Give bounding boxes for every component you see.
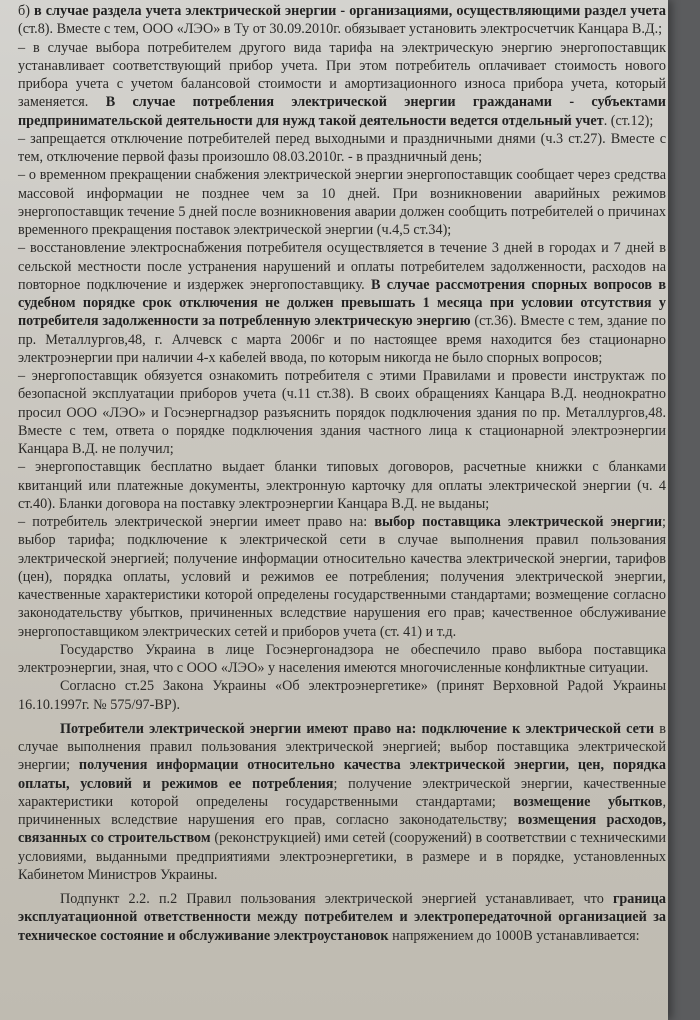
text-run: (ст.36). Вместе с тем, здание по пр. Металлургов,48, г. Алчевск с марта 2006г и по настоящее время находится без стационарно электроэнергии при наличии 4-х кабелей ввода, по которым никогда не было спорных вопросов;: [18, 313, 666, 366]
text-run: – запрещается отключение потребителей перед выходными и праздничными днями (ч.3 ст.27). Вместе с тем, отключение первой фазы произошло 08.03.2010г. - в праздничный день;: [18, 130, 666, 165]
text-run: – восстановление электроснабжения потребителя осуществляется в течение 3 дней в городах и 7 дней в сельской местности после устранения нарушений и оплаты потребителем задолженности, расходов на повторное подключение и издержек энергопоставщику.: [18, 240, 666, 293]
bold-text-run: возмещения расходов, связанных со строительством: [18, 812, 666, 847]
text-run: – в случае выбора потребителем другого вида тарифа на электрическую энергию энергопоставщик устанавливает соответствующий прибор учета. При этом потребитель оплачивает стоимость нового прибора учета с учетом балансовой стоимости и амортизационного износа прибора учета, который заменяется.: [18, 39, 666, 111]
bold-text-run: возмещение убытков: [513, 793, 663, 810]
text-run: – о временном прекращении снабжения электрической энергии энергопоставщик сообщает через средства массовой информации не позднее чем за 10 дней. При возникновении аварийных режимов энергопоставщик течение 5 дней после возникновения аварии должен сообщить потребителей о причинах временного прекращения поставок электрической энергии (ч.4,5 ст.34);: [18, 167, 666, 238]
text-run: б): [18, 3, 35, 19]
p-instruction: [18, 367, 666, 458]
text-run: в случае выполнения правил пользования электрической энергией; выбор поставщика электрической энергии;: [18, 720, 667, 774]
bold-text-run: граница эксплуатационной ответственности между потребителем и электропередаточной организацией за техническое состояние и обслуживание электроустановок: [18, 891, 666, 944]
text-run: Подпункт 2.2. п.2 Правил пользования электрической энергией устанавливает, что: [60, 891, 613, 907]
p-consumer-rights: [18, 513, 666, 641]
bold-text-run: в случае раздела учета электрической энергии - организациями, осуществляющими раздел учета: [34, 3, 666, 19]
text-run: – энергопоставщик обязуется ознакомить потребителя с этими Правилами и провести инструктаж по безопасной эксплуатации приборов учета (ч.11 ст.38). В своих обращениях Канцара В.Д. неоднократно просил ООО «ЛЭО» и Госэнергнадзор разъяснить порядок подключения здания по пр. Металлургов,48. Вместе с тем, ответа о порядке подключения здания частного лица к стационарной электроэнергии Канцара В.Д. не получил;: [18, 368, 666, 457]
bold-text-run: Потребители электрической энергии имеют право на: подключение к электрической сети: [60, 720, 655, 737]
document-body: [18, 2, 666, 945]
text-run: ; получение электрической энергии, качественные характеристики которой определены государственными стандартами;: [18, 775, 666, 810]
bold-text-run: В случае потребления электрической энергии гражданами - субъектами предпринимательской деятельности для нужд такой деятельности ведется отдельный учет: [18, 94, 666, 129]
p-temporary-stop: [18, 166, 666, 239]
p-holiday-disconnection: [18, 130, 666, 167]
text-run: (ст.8). Вместе с тем, ООО «ЛЭО» в Ту от 30.09.2010г. обязывает установить электросчетчик Канцара В.Д.;: [18, 21, 663, 38]
text-run: – энергопоставщик бесплатно выдает бланки типовых договоров, расчетные книжки с бланками квитанций или платежные документы, электронную карточку для оплаты электрической энергии (ч. 4 ст.40). Бланки договора на поставку электроэнергии Канцара В.Д. не выданы;: [18, 459, 666, 512]
p-restoration: [18, 239, 666, 367]
text-run: Согласно ст.25 Закона Украины «Об электроэнергетике» (принят Верховной Радой Украины 16.10.1997г. № 575/97-ВР).: [18, 678, 666, 713]
bold-text-run: В случае рассмотрения спорных вопросов в судебном порядке срок отключения не должен превышать 1 месяца при условии отсутствия у потребителя задолженности за потребленную электрическую энергию: [18, 276, 666, 330]
p-tariff-choice: [18, 39, 666, 130]
text-run: (реконструкцией) ими сетей (сооружений) в соответствии с техническими условиями, выданными предприятиями электроэнергетики, в размере и в порядке, установленных Кабинетом Министров Украины.: [18, 830, 666, 883]
p-law-article: [18, 677, 666, 714]
text-run: , причиненных вследствие нарушения его прав, согласно законодательству;: [18, 793, 667, 828]
text-run: напряжением до 1000В устанавливается:: [388, 927, 640, 944]
text-run: Государство Украина в лице Госэнергонадзора не обеспечило право выбора поставщика электроэнергии, зная, что с ООО «ЛЭО» у населения имеются многочисленные конфликтные ситуации.: [18, 641, 666, 676]
p-consumers-have-right: [18, 720, 666, 884]
p-state: [18, 641, 666, 678]
bold-text-run: выбор поставщика электрической энергии: [374, 514, 663, 530]
p-contract-forms: [18, 458, 666, 513]
bold-text-run: получения информации относительно качества электрической энергии, цен, порядка оплаты, условий и режимов ее потребления: [18, 757, 666, 792]
p-section-division: [18, 2, 666, 39]
p-subclause: [18, 890, 666, 945]
text-run: . (ст.12);: [603, 112, 654, 129]
text-run: ; выбор тарифа; подключение к электрической сети в случае выполнения правил пользования электрической энергией; получение информации относительно качества электрической энергии, тарифов (цен), порядка оплаты, условий и режимов ее потребления; получения электрической энергии, качественные характеристики которой определены государственными стандартами; возмещение согласно законодательству убытков, причиненных вследствие нарушения его прав; качественное обслуживание энергопоставщиком электрических сетей и приборов учета (ст. 41) и т.д.: [18, 514, 666, 640]
text-run: – потребитель электрической энергии имеет право на:: [18, 514, 375, 530]
